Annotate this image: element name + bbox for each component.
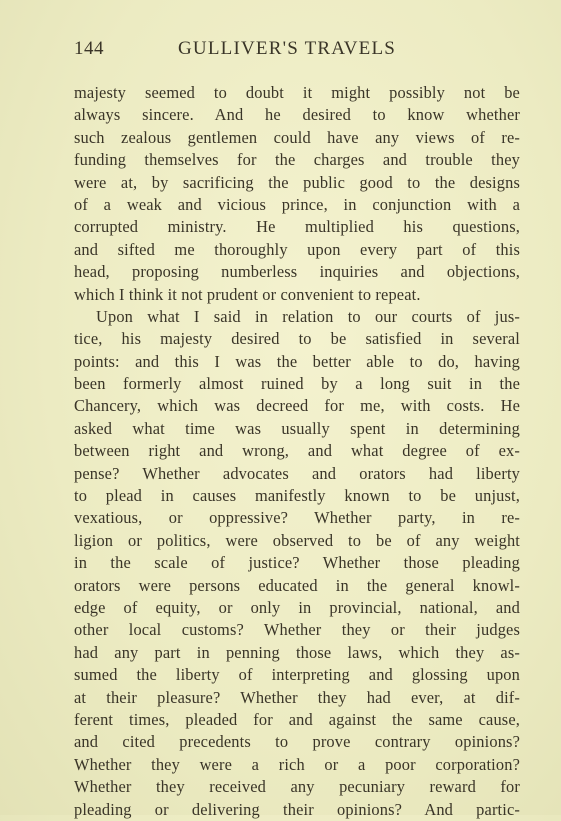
text-line: orators were persons educated in the general knowl- xyxy=(74,575,520,595)
text-line: always sincere. And he desired to know whether xyxy=(74,105,520,125)
text-line: points: and this I was the better able to do, having xyxy=(74,351,520,371)
text-line: head, proposing numberless inquiries and objections, xyxy=(74,262,520,282)
text-line: ferent times, pleaded for and against the same cause, xyxy=(74,709,520,729)
text-line: corrupted ministry. He multiplied his questions, xyxy=(74,217,520,237)
text-line: sumed the liberty of interpreting and glossing upon xyxy=(74,665,520,685)
text-line: at their pleasure? Whether they had ever, at dif- xyxy=(74,687,520,707)
body-text xyxy=(74,82,520,821)
text-line: Whether they were a rich or a poor corporation? xyxy=(74,754,520,774)
text-line: between right and wrong, and what degree of ex- xyxy=(74,441,520,461)
text-line: vexatious, or oppressive? Whether party, in re- xyxy=(74,508,520,528)
text-line: asked what time was usually spent in determining xyxy=(74,418,520,438)
text-line: of a weak and vicious prince, in conjunction with a xyxy=(74,194,520,214)
text-line: tice, his majesty desired to be satisfied in several xyxy=(74,329,520,349)
text-line: had any part in penning those laws, which they as- xyxy=(74,642,520,662)
text-line: other local customs? Whether they or their judges xyxy=(74,620,520,640)
running-head-title: GULLIVER'S TRAVELS xyxy=(178,38,397,59)
text-line: pense? Whether advocates and orators had liberty xyxy=(74,463,520,483)
page-number: 144 xyxy=(74,38,104,59)
text-line: to plead in causes manifestly known to be unjust, xyxy=(74,486,520,506)
text-line: and cited precedents to prove contrary opinions? xyxy=(74,732,520,752)
text-line: in the scale of justice? Whether those pleading xyxy=(74,553,520,573)
text-line: been formerly almost ruined by a long suit in the xyxy=(74,374,520,394)
paragraph-first-line: Upon what I said in relation to our courts of jus- xyxy=(96,306,520,326)
paragraph-last-line: which I think it not prudent or convenient to repeat. xyxy=(74,284,421,304)
text-line: Whether they received any pecuniary reward for xyxy=(74,777,520,797)
text-line: funding themselves for the charges and trouble they xyxy=(74,150,520,170)
text-line: Chancery, which was decreed for me, with costs. He xyxy=(74,396,520,416)
text-line: pleading or delivering their opinions? And partic- xyxy=(74,799,520,819)
text-line: edge of equity, or only in provincial, national, and xyxy=(74,597,520,617)
text-line: were at, by sacrificing the public good to the designs xyxy=(74,172,520,192)
page-header xyxy=(74,38,520,66)
text-line: and sifted me thoroughly upon every part of this xyxy=(74,239,520,259)
text-line: such zealous gentlemen could have any views of re- xyxy=(74,127,520,147)
text-line: ligion or politics, were observed to be of any weight xyxy=(74,530,520,550)
text-line: majesty seemed to doubt it might possibly not be xyxy=(74,83,520,102)
